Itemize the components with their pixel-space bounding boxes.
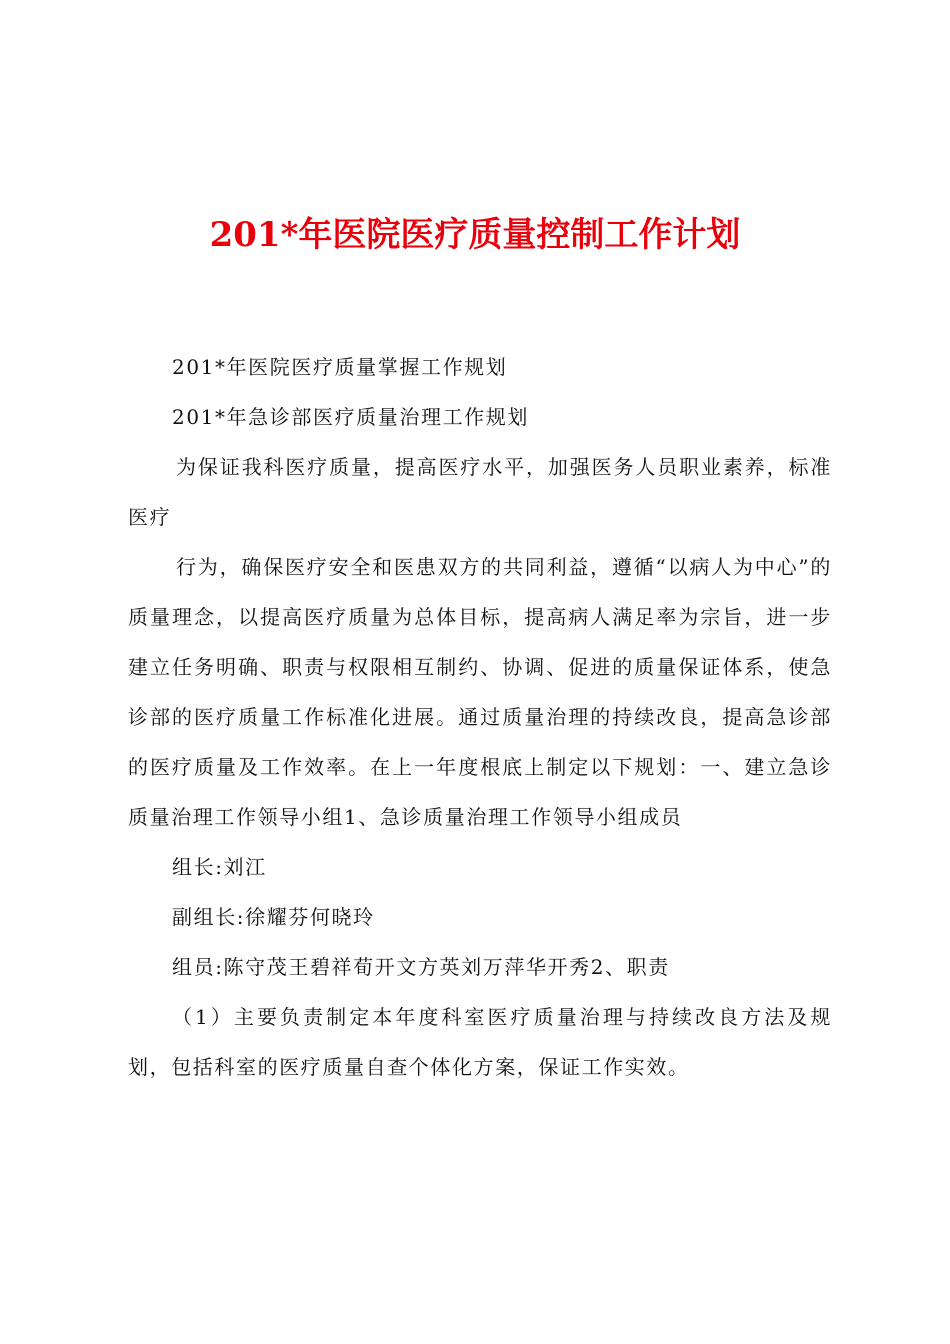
paragraph-main: 行为，确保医疗安全和医患双方的共同利益，遵循“以病人为中心”的质量理念，以提高医疗质量为总体目标，提高病人满足率为宗旨，进一步建立任务明确、职责与权限相互制约、协调、促进的质量保证体系，使急诊部的医疗质量工作标准化进展。通过质量治理的持续改良，提高急诊部的医疗质量及工作效率。在上一年度根底上制定以下规划：一、建立急诊质量治理工作领导小组1、急诊质量治理工作领导小组成员 xyxy=(128,555,832,829)
document-title: 201*年医院医疗质量控制工作计划 xyxy=(209,215,741,255)
document-body xyxy=(128,342,832,1092)
paragraph-plan-heading: 201*年医院医疗质量掌握工作规划 xyxy=(172,355,508,379)
paragraph-duty-1: （1）主要负责制定本年度科室医疗质量治理与持续改良方法及规划，包括科室的医疗质量自查个体化方案，保证工作实效。 xyxy=(128,1005,832,1079)
paragraph-deputy-leader: 副组长:徐耀芬何晓玲 xyxy=(172,905,375,929)
paragraph-members: 组员:陈守茂王碧祥荀开文方英刘万萍华开秀2、职责 xyxy=(172,955,670,979)
paragraph-emergency-plan-heading: 201*年急诊部医疗质量治理工作规划 xyxy=(172,405,529,429)
paragraph-leader: 组长:刘江 xyxy=(172,855,267,879)
paragraph-intro: 为保证我科医疗质量，提高医疗水平，加强医务人员职业素养，标准医疗 xyxy=(128,455,832,529)
